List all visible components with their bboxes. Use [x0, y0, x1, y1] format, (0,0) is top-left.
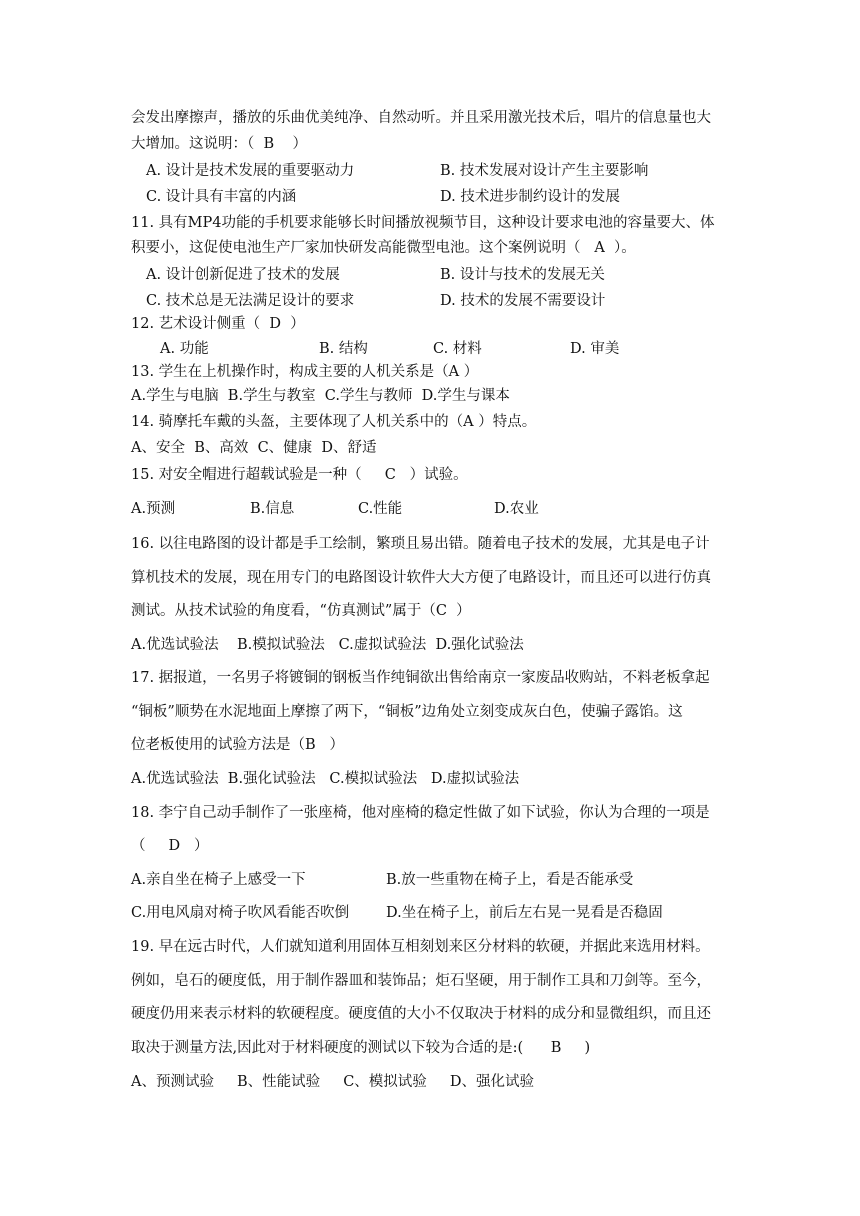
q15-stem: 15. 对安全帽进行超载试验是一种（ C ）试验。 — [131, 467, 468, 483]
q18-option-a: A.亲自坐在椅子上感受一下 — [131, 872, 306, 888]
q16-stem-line-1: 16. 以往电路图的设计都是手工绘制，繁琐且易出错。随着电子技术的发展，尤其是电子计 — [131, 536, 710, 552]
q19-options: A、预测试验 B、性能试验 C、模拟试验 D、强化试验 — [131, 1074, 534, 1090]
q17-stem-line-2: “铜板”顺势在水泥地面上摩擦了两下，“铜板”边角处立刻变成灰白色，使骗子露馅。这 — [131, 704, 683, 720]
q19-stem-line-2: 例如，皂石的硬度低，用于制作器皿和装饰品；炬石坚硬，用于制作工具和刀剑等。至今， — [131, 973, 711, 989]
q15-option-d: D.农业 — [494, 501, 539, 517]
q16-stem-line-2: 算机技术的发展，现在用专门的电路图设计软件大大方便了电路设计，而且还可以进行仿真 — [131, 570, 711, 586]
q10-stem-line-1: 会发出摩擦声，播放的乐曲优美纯净、自然动听。并且采用激光技术后，唱片的信息量也大 — [131, 110, 711, 126]
q16-options: A.优选试验法 B.模拟试验法 C.虚拟试验法 D.强化试验法 — [131, 637, 524, 653]
q15-option-a: A.预测 — [131, 501, 176, 517]
q11-stem-line-2: 积要小，这促使电池生产厂家加快研发高能微型电池。这个案例说明（ A ）。 — [131, 240, 636, 256]
q15-option-b: B.信息 — [250, 501, 295, 517]
q13-stem: 13. 学生在上机操作时，构成主要的人机关系是（A ） — [131, 364, 479, 380]
q12-option-b: B. 结构 — [319, 341, 368, 357]
q14-options: A、安全 B、高效 C、健康 D、舒适 — [131, 440, 377, 456]
q10-stem-line-2: 大增加。这说明：（ B ） — [131, 136, 308, 152]
q12-option-d: D. 审美 — [570, 341, 620, 357]
q19-stem-line-4: 取决于测量方法,因此对于材料硬度的测试以下较为合适的是:( B ) — [131, 1040, 591, 1056]
q11-option-c: C. 技术总是无法满足设计的要求 — [146, 293, 355, 309]
q17-options: A.优选试验法 B.强化试验法 C.模拟试验法 D.虚拟试验法 — [131, 771, 520, 787]
q18-option-c: C.用电风扇对椅子吹风看能否吹倒 — [131, 905, 350, 921]
q18-option-b: B.放一些重物在椅子上，看是否能承受 — [386, 872, 634, 888]
q11-option-a: A. 设计创新促进了技术的发展 — [146, 267, 340, 283]
q18-stem-line-2: （ D ） — [131, 838, 209, 854]
q18-option-d: D.坐在椅子上，前后左右晃一晃看是否稳固 — [386, 905, 663, 921]
q11-option-d: D. 技术的发展不需要设计 — [440, 293, 606, 309]
q17-stem-line-1: 17. 据报道，一名男子将镀铜的钢板当作纯铜欲出售给南京一家废品收购站，不料老板拿起 — [131, 670, 710, 686]
q10-option-c: C. 设计具有丰富的内涵 — [146, 189, 297, 205]
q12-stem: 12. 艺术设计侧重（ D ） — [131, 316, 305, 332]
q14-stem: 14. 骑摩托车戴的头盔，主要体现了人机关系中的（A ）特点。 — [131, 414, 537, 430]
q19-stem-line-3: 硬度仍用来表示材料的软硬程度。硬度值的大小不仅取决于材料的成分和显微组织，而且还 — [131, 1006, 711, 1022]
q15-option-c: C.性能 — [358, 501, 403, 517]
q12-option-c: C. 材料 — [433, 341, 482, 357]
q16-stem-line-3: 测试。从技术试验的角度看，“仿真测试”属于（C ） — [131, 603, 471, 619]
q17-stem-line-3: 位老板使用的试验方法是（B ） — [131, 737, 344, 753]
q19-stem-line-1: 19. 早在远古时代，人们就知道利用固体互相刻划来区分材料的软硬，并据此来选用材料。 — [131, 939, 710, 955]
q13-options: A.学生与电脑 B.学生与教室 C.学生与教师 D.学生与课本 — [131, 388, 510, 404]
q10-option-a: A. 设计是技术发展的重要驱动力 — [146, 163, 355, 179]
q11-option-b: B. 设计与技术的发展无关 — [440, 267, 605, 283]
q10-option-b: B. 技术发展对设计产生主要影响 — [440, 163, 649, 179]
q10-option-d: D. 技术进步制约设计的发展 — [440, 189, 620, 205]
q12-option-a: A. 功能 — [160, 341, 209, 357]
q11-stem-line-1: 11. 具有MP4功能的手机要求能够长时间播放视频节目，这种设计要求电池的容量要大、体 — [131, 215, 715, 231]
q18-stem-line-1: 18. 李宁自己动手制作了一张座椅，他对座椅的稳定性做了如下试验，你认为合理的一项是 — [131, 805, 710, 821]
